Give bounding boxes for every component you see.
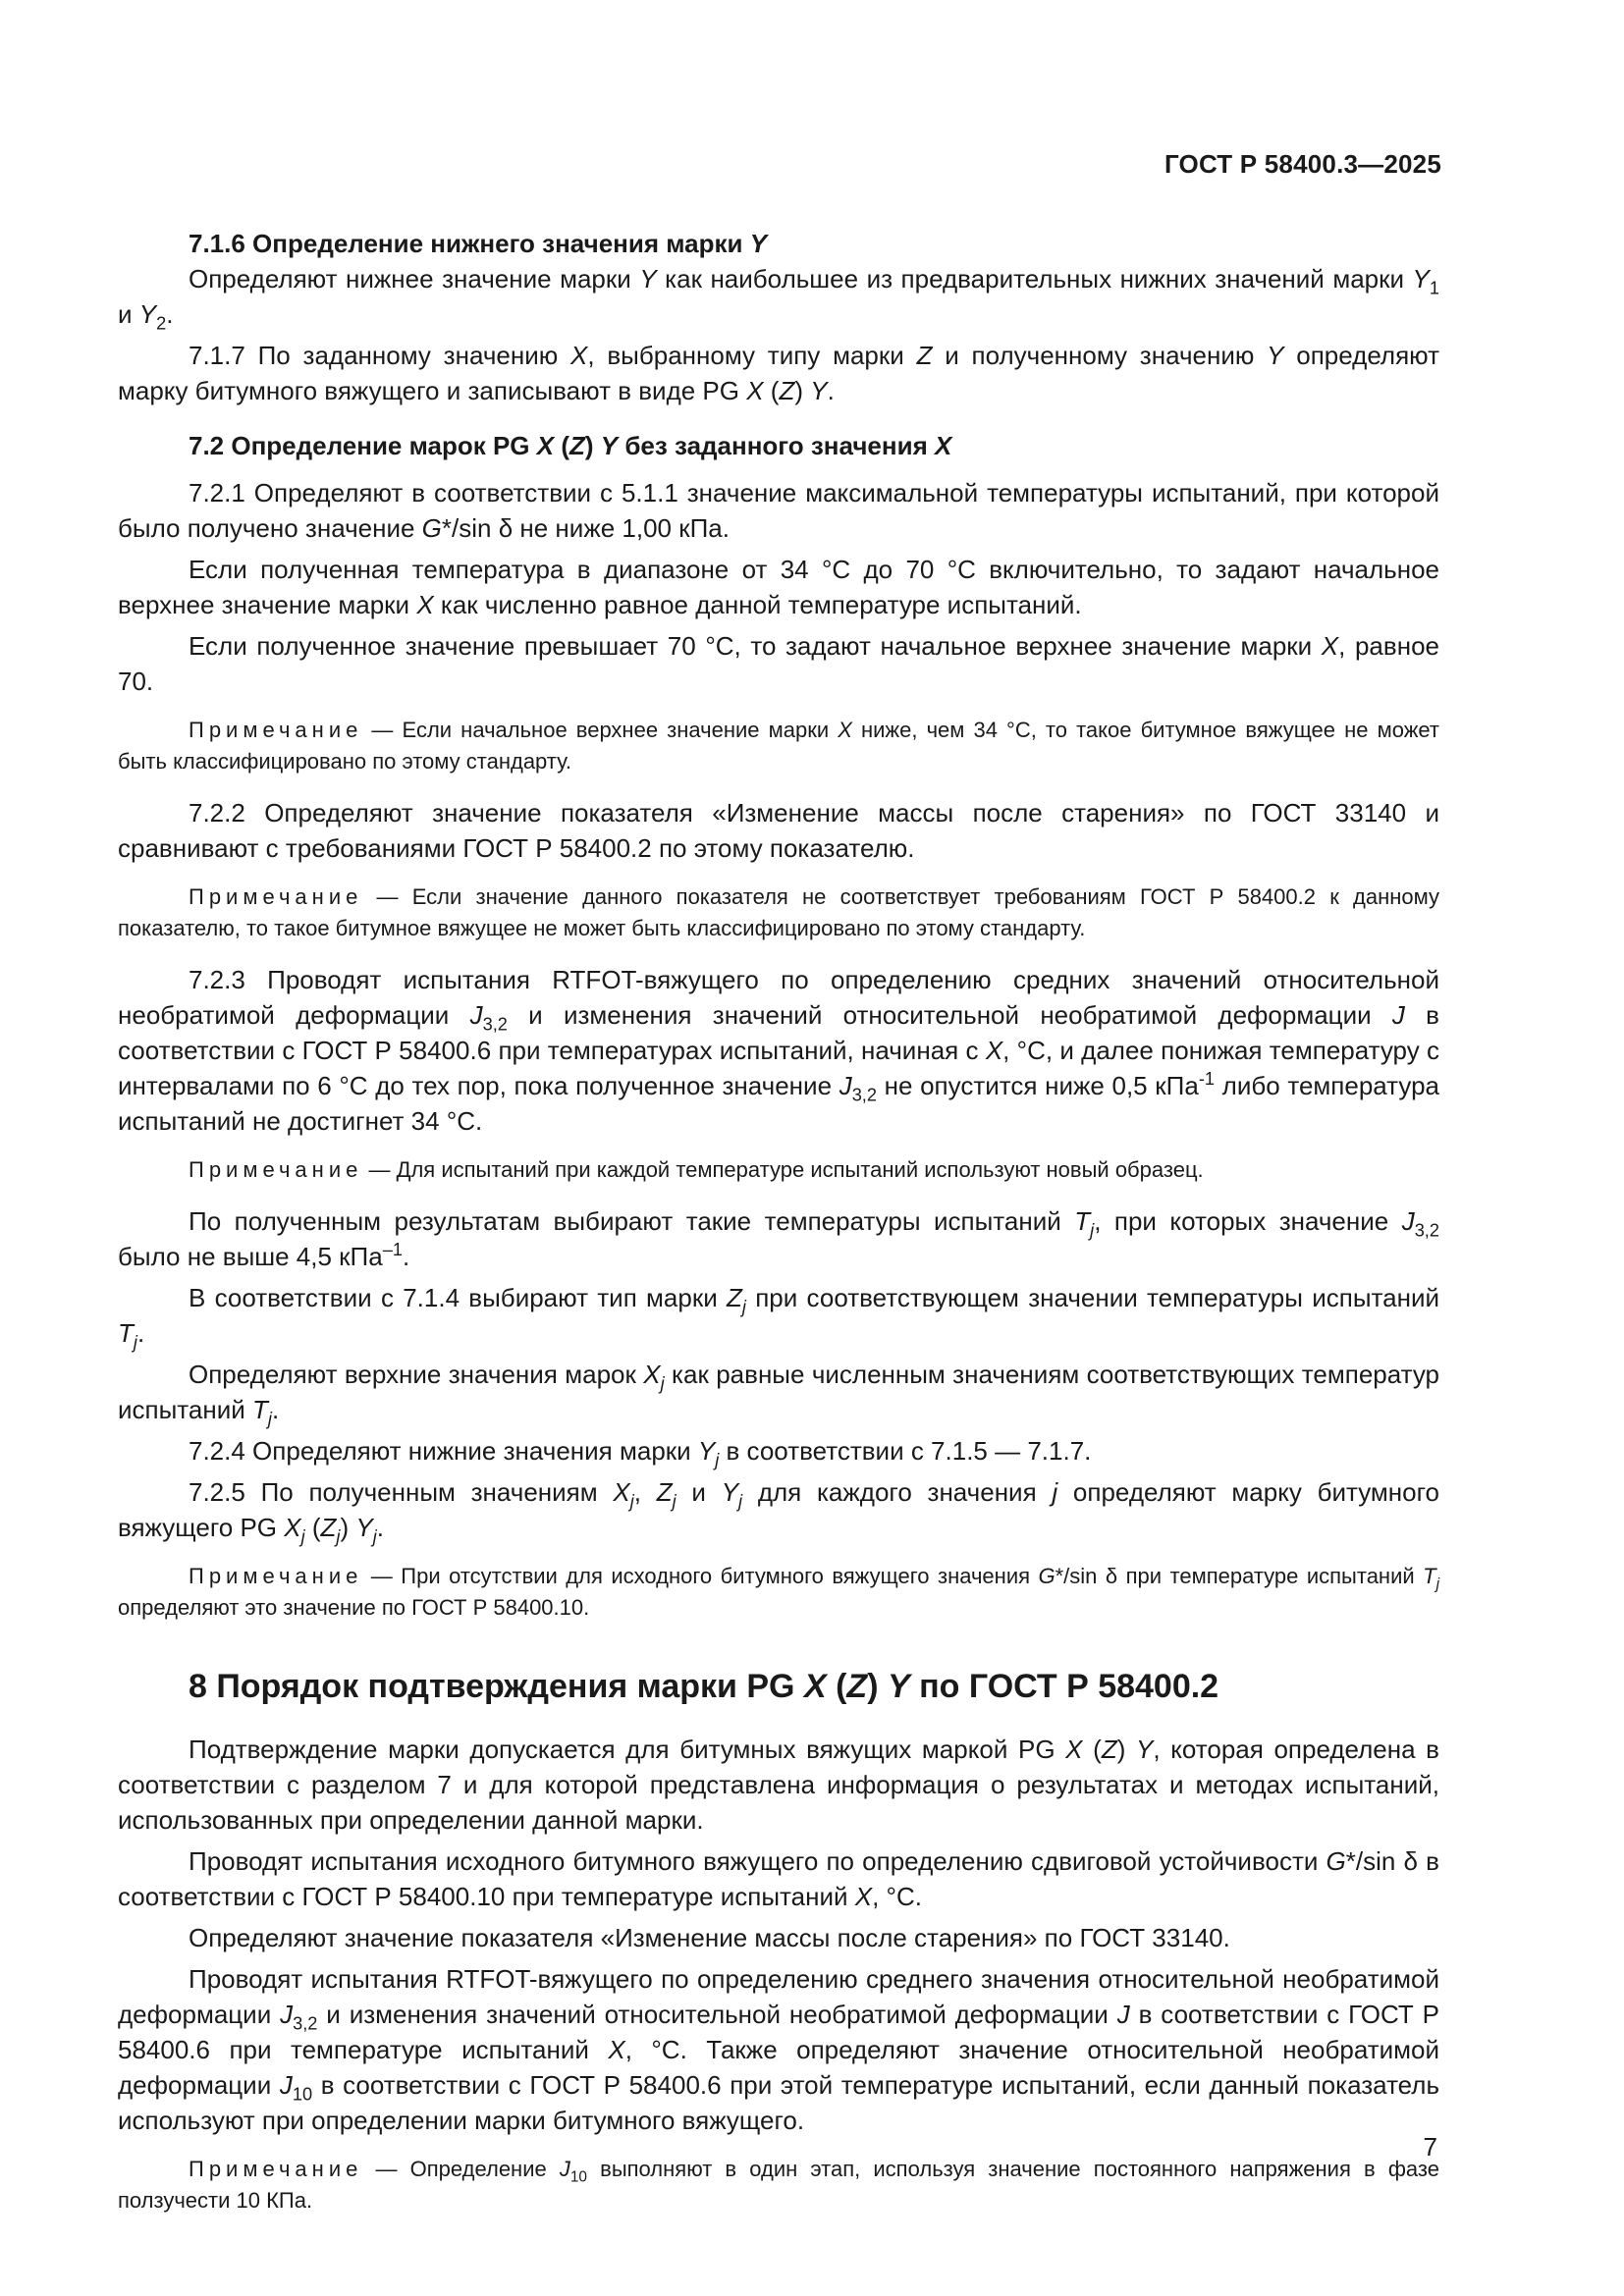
paragraph-7-2-1-b: Если полученная температура в диапазоне от 34 °С до 70 °С включительно, то задают начальное верхнее значение марки X как численно равное данной температуре испытаний. [118, 555, 1439, 619]
standard-code: ГОСТ Р 58400.3—2025 [1164, 149, 1441, 179]
paragraph-7-2-3-d: Определяют верхние значения марок $X_j$ как равные численным значениям соответствующих температур испытаний $T_j$. [118, 1360, 1440, 1429]
paragraph-7-2-2: 7.2.2 Определяют значение показателя «Изменение массы после старения» по ГОСТ 33140 и сравнивают с требованиями ГОСТ Р 58400.2 по этому показателю. [118, 798, 1439, 863]
paragraph-8-2: Проводят испытания исходного битумного вяжущего по определению сдвиговой устойчивости G*/sin δ в соответствии с ГОСТ Р 58400.10 при температуре испытаний X, °С. [118, 1846, 1439, 1911]
paragraph-7-1-7: 7.1.7 По заданному значению X, выбранному типу марки Z и полученному значению Y определяют марку битумного вяжущего и записывают в виде PG X (Z) Y. [118, 341, 1440, 405]
note-3: Примечание — Для испытаний при каждой температуре испытаний используют новый образец. [189, 1157, 1204, 1182]
paragraph-7-2-3-b: По полученным результатам выбирают такие температуры испытаний $T_j$, при которых значение $J_{3,2}$ было не выше 4,5 кПа$^{-1}$. [118, 1206, 1439, 1271]
paragraph-8-3: Определяют значение показателя «Изменение массы после старения» по ГОСТ 33140. [189, 1923, 1230, 1952]
paragraph-7-2-1: 7.2.1 Определяют в соответствии с 5.1.1 значение максимальной температуры испытаний, при которой было получено значение G*/sin δ не ниже 1,00 кПа. [118, 478, 1439, 543]
section-heading-8: 8 Порядок подтверждения марки PG X (Z) Y по ГОСТ Р 58400.2 [189, 1668, 1219, 1705]
paragraph-7-1-6: Определяют нижнее значение марки Y как наибольшее из предварительных нижних значений марки $Y_1$ и $Y_2$. [118, 264, 1439, 334]
page-content [118, 226, 1439, 2234]
paragraph-7-2-5: 7.2.5 По полученным значениям $X_j$, $Z_j$ и $Y_j$ для каждого значения j определяют марку битумного вяжущего PG $X_j$ $(Z_j)$ $Y_j$. [118, 1477, 1439, 1547]
paragraph-8-1: Подтверждение марки допускается для битумных вяжущих маркой PG X (Z) Y, которая определена в соответствии с разделом 7 и для которой представлена информация о результатах и методах испытаний, использованных при определении данной марки. [118, 1735, 1439, 1835]
paragraph-7-2-1-c: Если полученное значение превышает 70 °С, то задают начальное верхнее значение марки X, равное 70. [118, 631, 1439, 696]
paragraph-7-2-4: 7.2.4 Определяют нижние значения марки $Y_j$ в соответствии с 7.1.5 — 7.1.7. [189, 1436, 1092, 1470]
paragraph-7-2-3-c: В соответствии с 7.1.4 выбирают тип марки $Z_j$ при соответствующем значении температуры испытаний $T_j$. [118, 1283, 1439, 1353]
subsection-heading-7-1-6: 7.1.6 Определение нижнего значения марки Y [189, 229, 768, 258]
paragraph-8-4: Проводят испытания RTFOT-вяжущего по определению среднего значения относительной необратимой деформации $J_{3,2}$ и изменения значений относительной необратимой деформации J в соответствии с ГОСТ Р 58400.6 при температуре испытаний X, °С. Также определяют значение относительной необратимой деформации $J_{10}$ в соответствии с ГОСТ Р 58400.6 при этой температуре испытаний, если данный показатель используют при определении марки битумного вяжущего. [118, 1964, 1439, 2135]
subsection-heading-7-2: 7.2 Определение марок PG X (Z) Y без заданного значения X [189, 431, 952, 460]
page-number: 7 [1423, 2132, 1437, 2162]
note-4: Примечание — При отсутствии для исходного битумного вяжущего значения G*/sin δ при температуре испытаний $T_j$ определяют это значение по ГОСТ Р 58400.10. [118, 1564, 1439, 1620]
note-5: Примечание — Определение $J_{10}$ выполняют в один этап, используя значение постоянного напряжения в фазе ползучести 10 КПа. [118, 2157, 1440, 2213]
note-1: Примечание — Если начальное верхнее значение марки X ниже, чем 34 °С, то такое битумное вяжущее не может быть классифицировано по этому стандарту. [118, 718, 1439, 774]
paragraph-7-2-3: 7.2.3 Проводят испытания RTFOT-вяжущего по определению средних значений относительной необратимой деформации $J_{3,2}$ и изменения значений относительной необратимой деформации J в соответствии с ГОСТ Р 58400.6 при температурах испытаний, начиная с X, °С, и далее понижая температуру с интервалами по 6 °С до тех пор, пока полученное значение $J_{3,2}$ не опустится ниже 0,5 кПа$^{-1}$ либо температура испытаний не достигнет 34 °С. [118, 965, 1440, 1136]
note-2: Примечание — Если значение данного показателя не соответствует требованиям ГОСТ Р 58400.2 к данному показателю, то такое битумное вяжущее не может быть классифицировано по этому стандарту. [118, 884, 1439, 940]
